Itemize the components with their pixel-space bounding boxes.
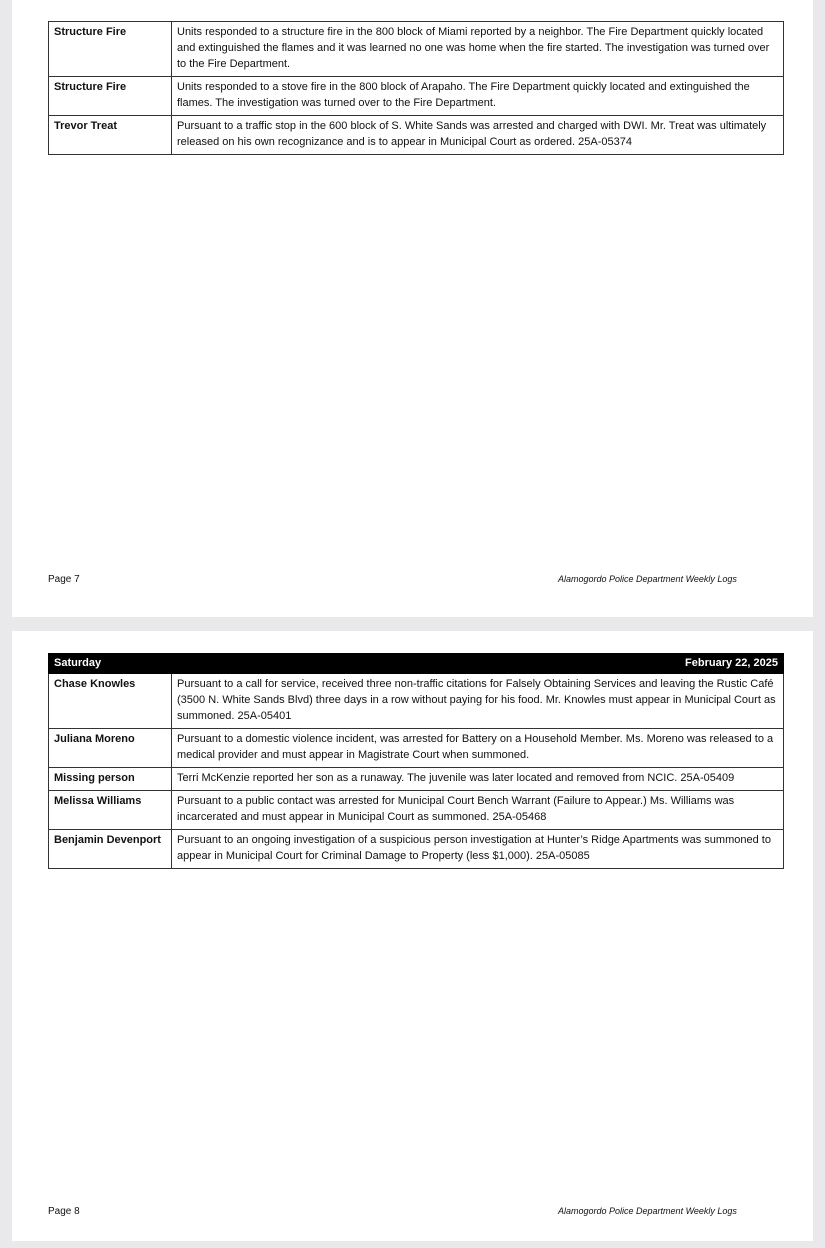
date-label: February 22, 2025 <box>172 654 784 674</box>
footer-title: Alamogordo Police Department Weekly Logs <box>558 1206 737 1216</box>
entry-description: Terri McKenzie reported her son as a runaway. The juvenile was later located and removed from NCIC. 25A-05409 <box>172 768 784 791</box>
entry-name: Melissa Williams <box>49 791 172 830</box>
day-label: Saturday <box>49 654 172 674</box>
entry-name: Structure Fire <box>49 77 172 116</box>
entry-name: Chase Knowles <box>49 674 172 729</box>
table-row <box>49 768 784 791</box>
table-row <box>49 830 784 869</box>
entry-description: Units responded to a structure fire in the 800 block of Miami reported by a neighbor. The Fire Department quickly located and extinguished the flames and it was learned no one was home when the fire started. The investigation was turned over to the Fire Department. <box>172 22 784 77</box>
log-table <box>48 653 784 869</box>
entry-description: Pursuant to an ongoing investigation of a suspicious person investigation at Hunter’s Ridge Apartments was summoned to appear in Municipal Court for Criminal Damage to Property (less $1,000). 25A-05085 <box>172 830 784 869</box>
page-7 <box>12 0 813 617</box>
table-row <box>49 791 784 830</box>
log-table <box>48 21 784 155</box>
entry-description: Pursuant to a domestic violence incident, was arrested for Battery on a Household Member. Ms. Moreno was released to a medical provider and must appear in Magistrate Court when summoned. <box>172 729 784 768</box>
entry-name: Benjamin Devenport <box>49 830 172 869</box>
footer-title: Alamogordo Police Department Weekly Logs <box>558 574 737 584</box>
page-number: Page 7 <box>48 574 80 585</box>
table-row <box>49 674 784 729</box>
table-row <box>49 729 784 768</box>
entry-description: Pursuant to a call for service, received three non-traffic citations for Falsely Obtaining Services and leaving the Rustic Café (3500 N. White Sands Blvd) three days in a row without paying for his food. Mr. Knowles must appear in Municipal Court as summoned. 25A-05401 <box>172 674 784 729</box>
entry-description: Pursuant to a public contact was arrested for Municipal Court Bench Warrant (Failure to Appear.) Ms. Williams was incarcerated and must appear in Municipal Court as summoned. 25A-05468 <box>172 791 784 830</box>
table-row <box>49 22 784 77</box>
page-8 <box>12 631 813 1241</box>
table-row <box>49 77 784 116</box>
day-header <box>49 654 784 674</box>
table-row <box>49 116 784 155</box>
page-number: Page 8 <box>48 1206 80 1217</box>
entry-name: Juliana Moreno <box>49 729 172 768</box>
entry-description: Units responded to a stove fire in the 800 block of Arapaho. The Fire Department quickly located and extinguished the flames. The investigation was turned over to the Fire Department. <box>172 77 784 116</box>
entry-description: Pursuant to a traffic stop in the 600 block of S. White Sands was arrested and charged with DWI. Mr. Treat was ultimately released on his own recognizance and is to appear in Municipal Court as ordered. 25A-05374 <box>172 116 784 155</box>
entry-name: Missing person <box>49 768 172 791</box>
entry-name: Structure Fire <box>49 22 172 77</box>
entry-name: Trevor Treat <box>49 116 172 155</box>
